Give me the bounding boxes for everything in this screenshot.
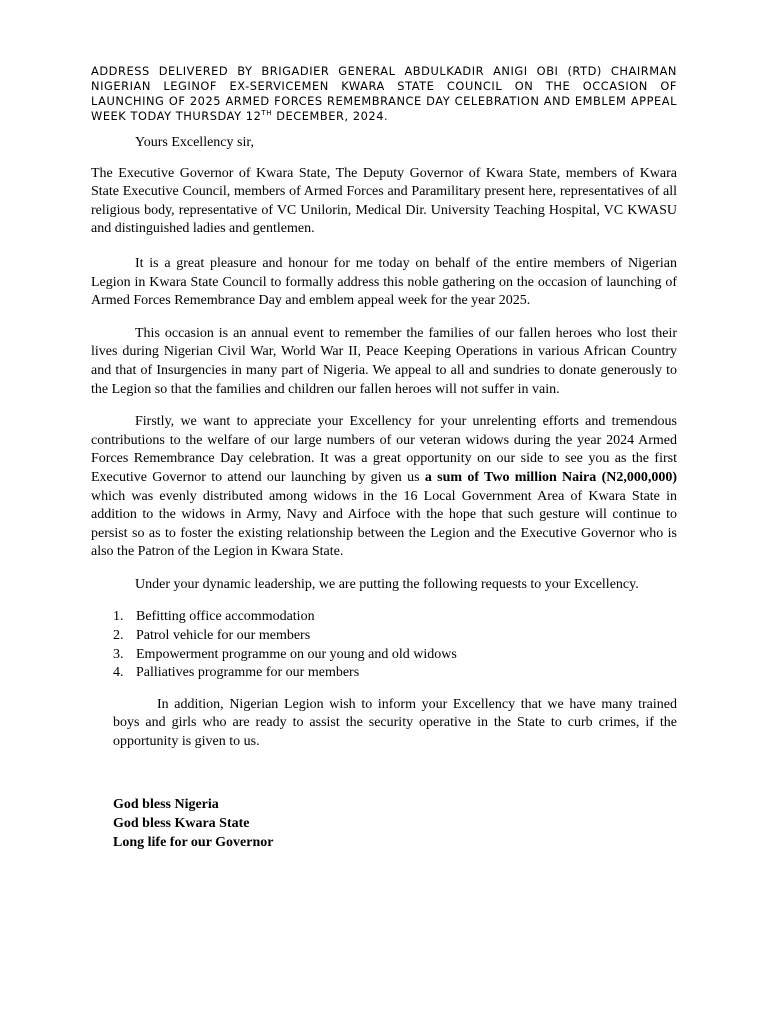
heading-text: ADDRESS DELIVERED BY BRIGADIER GENERAL ABDULKADIR ANIGI OBI (RTD) CHAIRMAN NIGERIAN LEGINOF EX-SERVICEMEN KWARA STATE COUNCIL ON THE OCCASION OF LAUNCHING OF 2025 ARMED FORCES REMEMBRANCE DAY CELEBRATION AND EMBLEM APPEAL WEEK TODAY THURSDAY 12 bbox=[91, 64, 677, 123]
appreciation-text-end: which was evenly distributed among widows in the 16 Local Government Area of Kwara State in addition to the widows in Army, Navy and Airfoce with the hope that such gesture will continue to persist so as to foster the existing relationship between the Legion and the Executive Governor who is also the Patron of the Legion in Kwara State. bbox=[91, 488, 677, 560]
requests-list bbox=[91, 608, 677, 682]
list-item-text: Befitting office accommodation bbox=[136, 609, 315, 625]
spacer bbox=[113, 752, 677, 795]
list-item-number: 2. bbox=[113, 628, 124, 644]
list-item-number: 4. bbox=[113, 665, 124, 681]
heading-superscript: TH bbox=[261, 109, 273, 117]
paragraph-appreciation bbox=[91, 413, 677, 562]
heading-suffix: DECEMBER, 2024. bbox=[272, 109, 389, 123]
list-item bbox=[113, 627, 677, 646]
list-item-text: Palliatives programme for our members bbox=[136, 665, 360, 681]
list-item bbox=[113, 608, 677, 627]
list-item bbox=[113, 664, 677, 683]
closing-line-governor: Long life for our Governor bbox=[113, 834, 274, 850]
document-page bbox=[91, 64, 677, 852]
list-item-text: Patrol vehicle for our members bbox=[136, 628, 311, 644]
paragraph-requests-intro: Under your dynamic leadership, we are putting the following requests to your Excellency. bbox=[135, 576, 639, 592]
list-item-number: 3. bbox=[113, 646, 124, 662]
document-heading bbox=[91, 64, 677, 124]
closing-line-kwara: God bless Kwara State bbox=[113, 815, 250, 831]
salutation: Yours Excellency sir, bbox=[135, 135, 254, 150]
list-item-number: 1. bbox=[113, 609, 124, 625]
paragraph-pleasure: It is a great pleasure and honour for me today on behalf of the entire members of Nigerian Legion in Kwara State Council to formally address this noble gathering on the occasion of launching of Armed Forces Remembrance Day and emblem appeal week for the year 2025. bbox=[91, 255, 677, 309]
appreciation-text-start: Firstly, we want to appreciate your Excellency for your unrelenting efforts and tremendous contributions to the welfare of our large numbers of our veteran widows during the year 2024 Armed Forces Remembrance Day celebration. It was a great opportunity on our side to see you as the first Executive Governor to attend our launching by given us bbox=[91, 414, 677, 485]
closing-section bbox=[91, 696, 677, 852]
donation-amount: a sum of Two million Naira (N2,000,000) bbox=[424, 469, 678, 485]
paragraph-occasion: This occasion is an annual event to remember the families of our fallen heroes who lost their lives during Nigerian Civil War, World War II, Peace Keeping Operations in various African Country and that of Insurgencies in many part of Nigeria. We appeal to all and sundries to donate generously to the Legion so that the families and children our fallen heroes will not suffer in vain. bbox=[91, 325, 677, 397]
list-item-text: Empowerment programme on our young and old widows bbox=[136, 646, 457, 662]
paragraph-addition: In addition, Nigerian Legion wish to inform your Excellency that we have many trained boys and girls who are ready to assist the security operative in the State to curb crimes, if the opportunity is given to us. bbox=[113, 696, 677, 750]
closing-line-nigeria: God bless Nigeria bbox=[113, 796, 219, 812]
list-item bbox=[113, 646, 677, 665]
paragraph-addressees: The Executive Governor of Kwara State, The Deputy Governor of Kwara State, members of Kwara State Executive Council, members of Armed Forces and Paramilitary present here, representatives of all religious body, representative of VC Unilorin, Medical Dir. University Teaching Hospital, VC KWASU and distinguished ladies and gentlemen. bbox=[91, 165, 677, 237]
